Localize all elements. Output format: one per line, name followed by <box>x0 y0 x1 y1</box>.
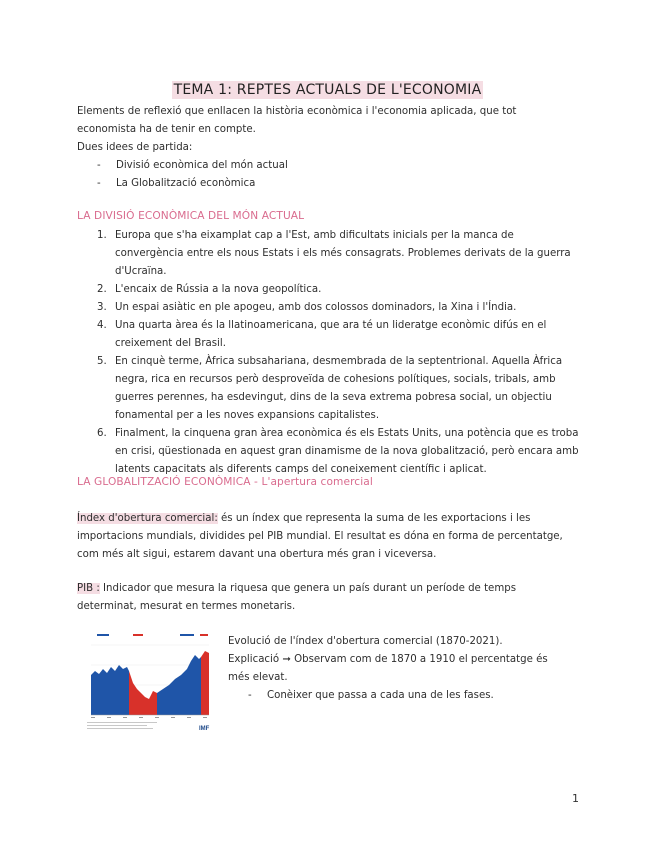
list-item <box>77 281 582 299</box>
item-text: Europa que s'ha eixamplat cap a l'Est, amb dificultats inicials per la manca de convergència entre els nous Estats i els més consagrats. Problemes derivats de la guerra d'Ucraïna. <box>115 230 571 277</box>
item-text: L'encaix de Rússia a la nova geopolítica. <box>115 284 322 295</box>
item-number: 2. <box>97 284 107 295</box>
trade-openness-chart <box>85 631 215 733</box>
figure-caption: Evolució de l'índex d'obertura comercial (1870-2021). <box>228 636 503 647</box>
intro-list <box>77 157 577 193</box>
intro-paragraph: Elements de reflexió que enllacen la història econòmica i l'economia aplicada, que tot economista ha de tenir en compte. <box>77 106 517 135</box>
list-item: - Conèixer que passa a cada una de les fases. <box>228 687 568 705</box>
division-list <box>77 227 582 479</box>
item-number: 5. <box>97 356 107 367</box>
item-number: 4. <box>97 320 107 331</box>
legend-mark-blue-2 <box>180 634 194 636</box>
list-item <box>77 299 582 317</box>
title-wrapper <box>0 79 655 99</box>
page-number: 1 <box>572 792 579 805</box>
list-item: - La Globalització econòmica <box>77 175 577 193</box>
imf-logo: IMF <box>199 726 210 732</box>
list-item <box>77 353 582 425</box>
item-number: 1. <box>97 230 107 241</box>
item-text: Un espai asiàtic en ple apogeu, amb dos colossos dominadors, la Xina i l'Índia. <box>115 302 517 313</box>
legend-mark-blue <box>97 634 109 636</box>
legend-mark-red <box>133 634 143 636</box>
definition-pib <box>77 580 577 616</box>
section-heading-globalization: LA GLOBALITZACIÓ ECONÒMICA - L'apertura comercial <box>77 476 373 488</box>
list-item <box>77 317 582 353</box>
list-item <box>77 227 582 281</box>
division-list-block <box>77 227 582 479</box>
list-item <box>77 425 582 479</box>
list-item: - Divisió econòmica del món actual <box>77 157 577 175</box>
area-blue-period-1 <box>91 665 129 715</box>
legend-mark-red-2 <box>200 634 208 636</box>
figure-explanation: Explicació ➞ Observam com de 1870 a 1910 el percentatge és més elevat. <box>228 654 548 683</box>
term-pib: PIB : <box>77 583 100 594</box>
item-number: 3. <box>97 302 107 313</box>
page-title: TEMA 1: REPTES ACTUALS DE L'ECONOMIA <box>173 82 482 98</box>
item-text: En cinquè terme, Àfrica subsahariana, desmembrada de la septentrional. Aquella Àfrica negra, rica en recursos però desproveïda de cohesions polítiques, socials, tribals, amb guerres perennes, ha esdevingut, dins de la seva extrema pobresa social, un objectiu fonamental per a les noves expansions capitalistes. <box>115 356 563 421</box>
item-text: Finalment, la cinquena gran àrea econòmica és els Estats Units, una potència que es troba en crisi, qüestionada en aquest gran dinamisme de la nova globalització, però encara amb latents capacitats als diferents camps del coneixement científic i aplicat. <box>115 428 579 475</box>
term-openness-index: Índex d'obertura comercial: <box>77 513 218 524</box>
intro-block <box>77 103 577 193</box>
area-red-period-2 <box>201 651 209 715</box>
section-heading-division: LA DIVISIÓ ECONÒMICA DEL MÓN ACTUAL <box>77 210 305 222</box>
intro-lead: Dues idees de partida: <box>77 142 193 153</box>
item-text: Una quarta àrea és la llatinoamericana, que ara té un lideratge econòmic difús en el creixement del Brasil. <box>115 320 547 349</box>
definition-text: és un índex que representa la suma de les exportacions i les importacions mundials, dividides pel PIB mundial. El resultat es dóna en forma de percentatge, com més alt sigui, estarem davant una obertura més gran i viceversa. <box>77 513 563 560</box>
definition-text: Indicador que mesura la riquesa que genera un país durant un període de temps determinat, mesurat en termes monetaris. <box>77 583 517 612</box>
definition-openness <box>77 510 577 564</box>
item-number: 6. <box>97 428 107 439</box>
figure-bullets <box>228 687 568 705</box>
figure-caption-block <box>228 633 568 705</box>
